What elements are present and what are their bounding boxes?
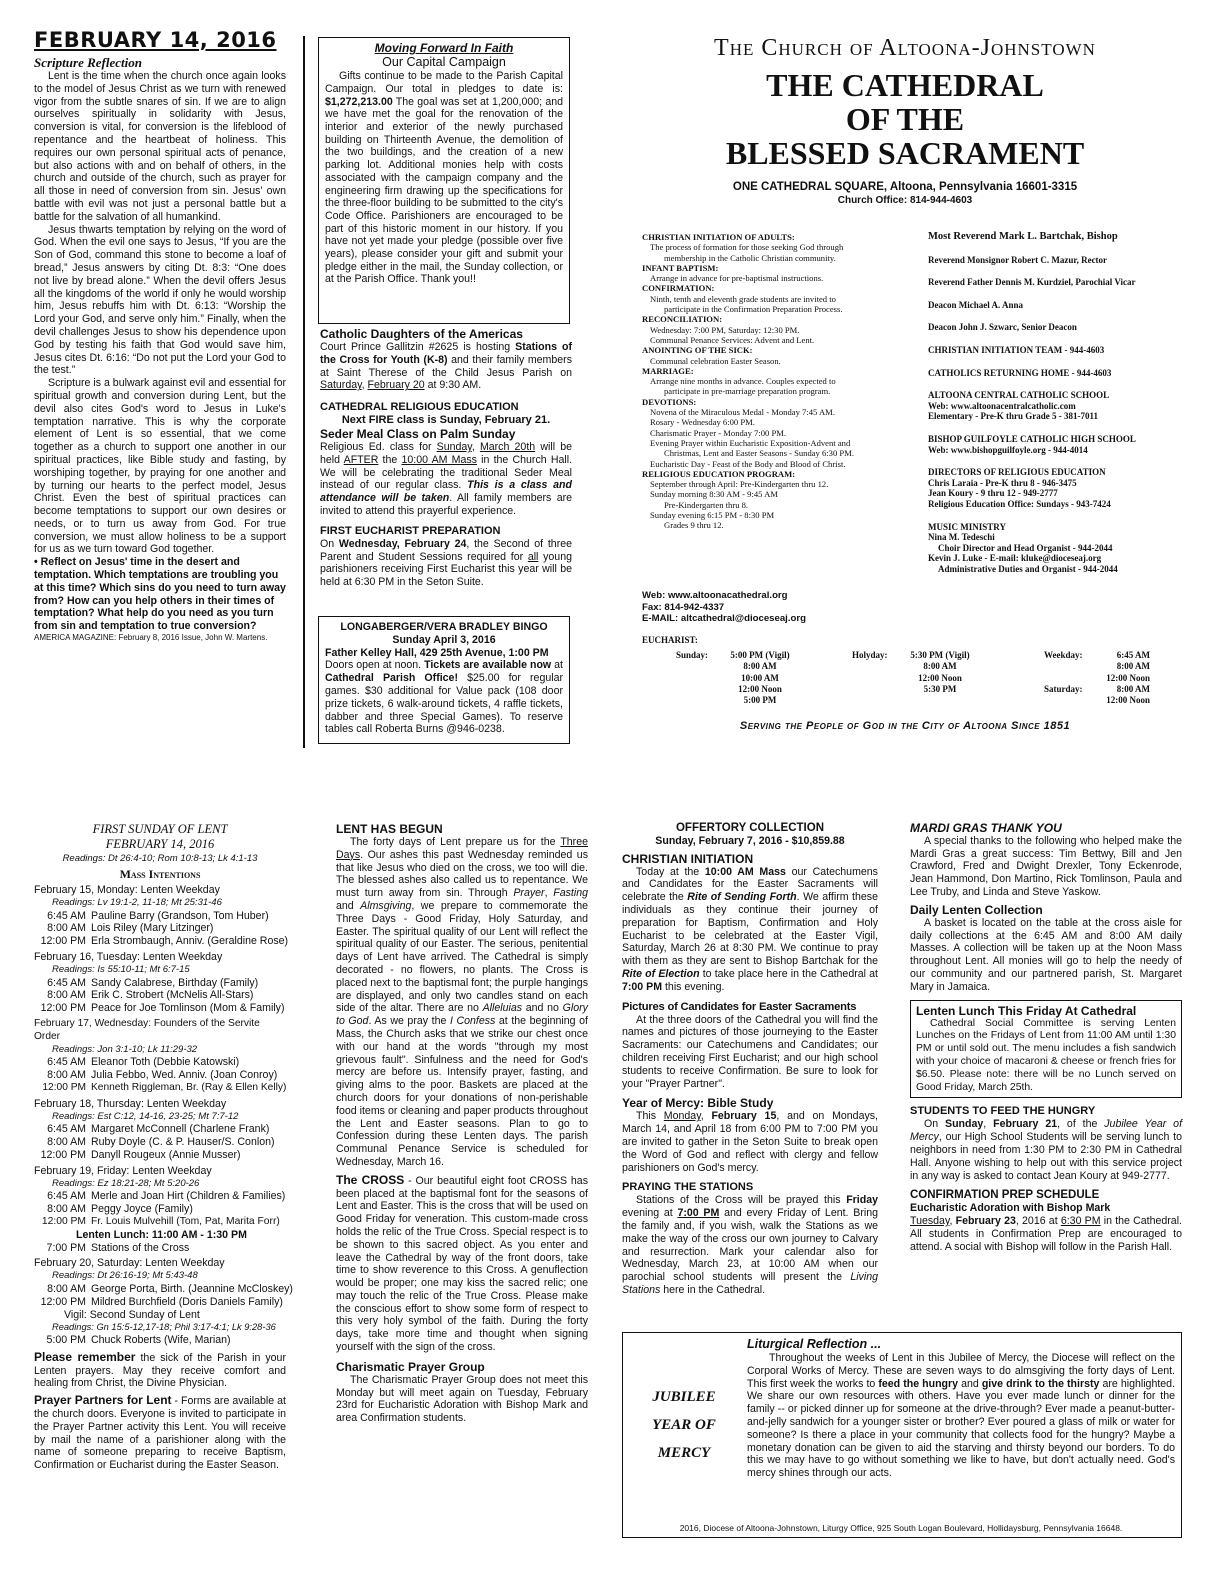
sunday-readings: Readings: Dt 26:4-10; Rom 10:8-13; Lk 4:1-13 xyxy=(62,853,258,864)
cda-text: Court Prince Gallitzin #2625 is hosting Stations of the Cross for Youth (K-8) and their family members at Saint Therese of the Child Jesus Parish on Saturday, February 20 at 9:30 AM. xyxy=(320,341,573,392)
religious-ed-title: CATHEDRAL RELIGIOUS EDUCATION xyxy=(320,401,519,414)
bg-school: BISHOP GUILFOYLE CATHOLIC HIGH SCHOOL Web: www.bishopguilfoyle.org - 944-4014 xyxy=(928,433,1136,455)
saturday-label: Saturday: xyxy=(1044,684,1083,694)
serving-tagline: Serving the People of God in the City of Altoona Since 1851 xyxy=(739,720,1071,732)
sunday-title: FIRST SUNDAY OF LENT xyxy=(92,822,228,836)
liturgical-reflection-box xyxy=(622,1332,1182,1538)
ci-title: CHRISTIAN INITIATION xyxy=(622,851,754,866)
lenten-lunch-title: Lenten Lunch This Friday At Cathedral xyxy=(916,1003,1137,1018)
scripture-p1: Lent is the time when the church once again looks to the model of Jesus Christ as we turn with renewed vigor from the subtle snares of sin. If we are to align ourselves spiritually in solidarity with Jesus, conversion is vital, for conversion is the lifeblood of repentance and the heartbeat of holiness. This requires our own personal spiritual acts of penance, but also actions with and on behalf of others, in the church and outside of the church, such as prayer for all those in need of conversion from sin. Jesus' own battle with evil was not just a personal battle but a battle for the salvation of all humankind. xyxy=(34,70,286,223)
day-block: February 19, Friday: Lenten Weekday Readings: Ez 18:21-28; Mt 5:20-26 6:45 AM Merle and Joan Hirt (Children & Families) 8:00 AM Peggy Joyce (Family) 12:00 PM Fr. Louis Mulvehill (Tom, Pat, Marita Forr) Lenten Lunch: 11:00 AM - 1:30 PM 7:00 PM Stations of the Cross xyxy=(34,1164,286,1254)
dre-list: DIRECTORS OF RELIGIOUS EDUCATION Chris Laraia - Pre-K thru 8 - 946-3475 Jean Koury - 9 thru 12 - 949-2777 Religious Education Office: Sundays - 943-7424 xyxy=(928,467,1111,509)
students-title: STUDENTS TO FEED THE HUNGRY xyxy=(910,1105,1096,1118)
bingo-box xyxy=(318,616,570,744)
sacrament-item: INFANT BAPTISM: Arrange in advance for pre-baptismal instructions. xyxy=(642,262,824,284)
weekday-times: 6:45 AM 8:00 AM 12:00 Noon xyxy=(1106,650,1150,683)
scripture-p3: Scripture is a bulwark against evil and essential for spiritual growth and conversion during Lent, but the devil also cites God's word to Jesus in Luke's temptation narrative. This is why the corporate element of Lent is so essential, that we come together as a church to support one another in our spiritual practices, like Bible study and fasting, by worshiping together, by praying for one another and by turning our hearts to the perfect model, Jesus Christ. Even the best of spiritual practices can become temptations to support our own desires or needs, or to turn us away from God. For true conversion, we must allow holiness to be a support for us as we turn toward God together. xyxy=(34,377,286,556)
bishop: Most Reverend Mark L. Bartchak, Bishop xyxy=(928,231,1118,242)
mass-intentions xyxy=(34,822,293,1472)
charismatic-title: Charismatic Prayer Group xyxy=(336,1359,485,1374)
address: ONE CATHEDRAL SQUARE, Altoona, Pennsylvania 16601-3315 xyxy=(732,181,1078,193)
mercy-study-text: This Monday, February 15, and on Mondays, March 14, and April 18 from 6:00 PM to 7:00 PM you are invited to gather in the Seton Suite to break open the Word of God and reflect with clergy and fellow parishioners on God's mercy. xyxy=(622,1110,879,1174)
bingo-date: Sunday April 3, 2016 xyxy=(392,633,496,646)
senior-deacon: Deacon John J. Szwarc, Senior Deacon xyxy=(928,322,1077,333)
sacrament-item: CHRISTIAN INITIATION OF ADULTS: The process of formation for those seeking God through membership in the Catholic Christian community. xyxy=(642,232,844,263)
liturgical-title: Liturgical Reflection ... xyxy=(747,1337,882,1351)
sacrament-item: ANOINTING OF THE SICK: Communal celebration Easter Season. xyxy=(642,345,781,366)
religious-ed-line1: Next FIRE class is Sunday, February 21. xyxy=(341,414,551,427)
sacrament-item: DEVOTIONS: Novena of the Miraculous Medal - Monday 7:45 AM. Rosary - Wednesday 6:00 PM. Charismatic Prayer - Monday 7:00 PM. Evening Prayer within Eucharistic Exposition-Advent and Christmas, Lent and Easter Seasons - Sunday 6:30 PM. Eucharistic Day - Feast of the Body and Blood of Christ. xyxy=(642,396,854,469)
saturday-times: 8:00 AM 12:00 Noon xyxy=(1106,684,1150,706)
mardi-gras-title: MARDI GRAS THANK YOU xyxy=(910,821,1062,835)
email-link[interactable]: E-MAIL: altcathedral@dioceseaj.org xyxy=(642,613,806,625)
intentions-heading: Mass Intentions xyxy=(119,867,201,881)
scripture-title: Scripture Reflection xyxy=(34,55,142,70)
campaign-title: Moving Forward In Faith xyxy=(374,41,514,55)
day-block: February 17, Wednesday: Founders of the Servite Order Readings: Jon 3:1-10; Lk 11:29-32 6:45 AM Eleanor Toth (Debbie Katowski) 8:00 AM Julia Febbo, Wed. Anniv. (Joan Conroy) 12:00 PM Kenneth Riggleman, Br. (Ray & Ellen Kelly) xyxy=(34,1017,287,1093)
mercy-study-title: Year of Mercy: Bible Study xyxy=(622,1096,774,1111)
middle-column xyxy=(320,327,572,589)
church-name: The Church of Altoona-Johnstown xyxy=(714,35,1096,61)
cross-text: The CROSS - Our beautiful eight foot CROSS has been placed at the baptismal font for the seasons of Lent and Easter. This is the cross that will be used on Good Friday for veneration. This custom-made cross holds the relic of the True Cross. Special respect is to be shown to this sacred object. As you enter and leave the Cathedral by way of the front doors, take time to show reverence to this Cross. A genuflection would be proper; one may kiss the sacred relic; one may touch the relic of the True Cross. Please make the conscious effort to show some form of respect to this very holy symbol of the faith. During the forty days, take more time and thought when signing yourself with the sign of the cross. xyxy=(336,1172,589,1354)
scripture-reflect: • Reflect on Jesus' time in the desert and temptation. Which temptations are troubling you at this time? Which sins do you need to turn away from? How can you help others in their times of temptation? What help do you need as you turn from sin and temptation to true conversion? xyxy=(34,556,286,633)
staff-list xyxy=(928,232,1193,574)
sacrament-item: CONFIRMATION: Ninth, tenth and eleventh grade students are invited to participate in the Confirmation Preparation Process. xyxy=(642,283,843,315)
religious-ed-text: Religious Ed. class for Sunday, March 20th will be held AFTER the 10:00 AM Mass in the Church Hall. We will be celebrating the traditional Seder Meal instead of our regular class. This is a class and attendance will be taken. All family members are invited to attend this prayerful experience. xyxy=(320,440,573,517)
offertory-title: OFFERTORY COLLECTION xyxy=(675,822,824,834)
campaign-text: Gifts continue to be made to the Parish Capital Campaign. Our total in pledges to date is: $1,272,213.00 The goal was set at 1,200,000; and we have met the goal for the renovation of the interior and exterior of the newly purchased building on Thirteenth Avenue, the demolition of the two buildings, and the creation of a new parking lot. Additional monies help with costs associated with the campaign company and the engineering firm drawing up the specifications for the three-floor building to be submitted to the city's Code Office. Parishioners are encouraged to be part of this historic moment in our history. If you have not yet made your pledge (possible over five years), please consider your gift and submit your pledge either in the mail, the Sunday collection, or at the Parish Office. Thank you!! xyxy=(325,70,563,286)
offertory-amount: Sunday, February 7, 2016 - $10,859.88 xyxy=(655,834,845,847)
lenten-lunch-text: Cathedral Social Committee is serving Lenten Lunches on the Fridays of Lent from 11:00 AM until 1:30 PM or until sold out. The menu includes a fish sandwich with your choice of macaroni & cheese or french fries for $6.50. Please note: there will be no Lunch served on Good Friday, March 25th. xyxy=(916,1017,1176,1093)
rector: Reverend Monsignor Robert C. Mazur, Rector xyxy=(928,254,1108,265)
day-block: February 20, Saturday: Lenten Weekday Readings: Dt 26:16-19; Mt 5:43-48 8:00 AM George Porta, Birth. (Jeannine McCloskey) 12:00 PM Mildred Burchfield (Doris Daniels Family) Vigil: Second Sunday of Lent Readings: Gn 15:5-12,17-18; Phil 3:17-4:1; Lk 9:28-36 5:00 PM Chuck Roberts (Wife, Marian) xyxy=(34,1257,293,1347)
bingo-place: Father Kelley Hall, 429 25th Avenue, 1:00 PM xyxy=(325,646,549,659)
daily-lenten-title: Daily Lenten Collection xyxy=(910,902,1043,917)
cda-title: Catholic Daughters of the Americas xyxy=(320,327,523,341)
bingo-text: Doors open at noon. Tickets are available now at Cathedral Parish Office! $25.00 for regular games. $30 additional for Value pack (108 door prize tickets, 6 walk-around tickets, 4 raffle tickets, dabber and three Special Games). To reserve tables call Roberta Burns @946-0238. xyxy=(325,659,563,736)
day-block: February 15, Monday: Lenten Weekday Readings: Lv 19:1-2, 11-18; Mt 25:31-46 6:45 AM Pauline Barry (Grandson, Tom Huber) 8:00 AM Lois Riley (Mary Litzinger) 12:00 PM Erla Strombaugh, Anniv. (Geraldine Rose) xyxy=(34,884,289,948)
mardi-gras-column xyxy=(910,822,1182,1254)
first-eucharist-text: On Wednesday, February 24, the Second of three Parent and Student Sessions required for all young parishioners receiving First Eucharist this year will be held at 6:30 PM in the Seton Suite. xyxy=(320,537,573,589)
remember-sick: Please remember the sick of the Parish in your Lenten prayers. May they receive comfort and healing from Christ, the Divine Physician. xyxy=(34,1349,286,1390)
day-block: February 16, Tuesday: Lenten Weekday Readings: Is 55:10-11; Mt 6:7-15 6:45 AM Sandy Calabrese, Birthday (Family) 8:00 AM Erik C. Strobert (McNelis All-Stars) 12:00 PM Peace for Joe Tomlinson (Mom & Family) xyxy=(34,950,285,1015)
website-link[interactable]: Web: www.altoonacathedral.org xyxy=(642,590,788,601)
bulletin-date: FEBRUARY 14, 2016 xyxy=(34,28,277,52)
prayer-partners: Prayer Partners for Lent - Forms are available at the church doors. Everyone is invited to participate in the Prayer Partner activity this Lent. You will receive by mail the name of a parishioner along with the name of someone preparing to receive Baptism, Confirmation or Eucharist during the Easter Season. xyxy=(34,1393,286,1472)
sacraments-list xyxy=(642,232,907,531)
lenten-lunch-box xyxy=(910,1000,1182,1099)
acc-school: ALTOONA CENTRAL CATHOLIC SCHOOL Web: www.altoonacentralcatholic.com Elementary - Pre-K thru Grade 5 - 381-7011 xyxy=(928,390,1110,422)
campaign-subtitle: Our Capital Campaign xyxy=(382,55,506,70)
contact-info xyxy=(642,590,907,625)
lent-title: LENT HAS BEGUN xyxy=(336,822,443,836)
bingo-title: LONGABERGER/VERA BRADLEY BINGO xyxy=(340,621,548,633)
holyday-times: 5:30 PM (Vigil) 8:00 AM 12:00 Noon 5:30 PM xyxy=(910,650,970,694)
liturgical-text: Throughout the weeks of Lent in this Jubilee of Mercy, the Diocese will reflect on the Corporal Works of Mercy. These are seven ways to do almsgiving the forty days of Lent. This first week the works to feed the hungry and give drink to the thirsty are highlighted. We share our own resources with others. Have you ever made lunch or dinner for the family -- or picked dinner up for someone at the drive-through? Ever made a peanut-butter-and-jelly sandwich for a younger sister or brother? Ever poured a glass of milk or water for someone? Is there a place in your community that collects food for the hungry? Maybe a monetary donation can be given to aid the starving and thirsty beyond our borders. To do this we may have to go without something we like to have, but don't actually need. God's mercy shines through our acts. xyxy=(747,1352,1176,1480)
sunday-date: FEBRUARY 14, 2016 xyxy=(105,837,215,851)
charismatic-text: The Charismatic Prayer Group does not meet this Monday but will meet again on Tuesday, February 23rd for Eucharistic Adoration with Bishop Mark and area Confirmation students. xyxy=(336,1373,588,1425)
scripture-source: AMERICA MAGAZINE: February 8, 2016 Issue, John W. Martens. xyxy=(34,633,268,643)
scripture-reflection xyxy=(34,55,286,643)
jubilee-graphic: JUBILEE YEAR OF MERCY xyxy=(652,1389,716,1461)
holyday-label: Holyday: xyxy=(852,650,888,660)
pictures-title: Pictures of Candidates for Easter Sacraments xyxy=(622,1000,857,1013)
lent-column xyxy=(336,822,588,1425)
stations-title: PRAYING THE STATIONS xyxy=(622,1181,754,1194)
music-ministry: MUSIC MINISTRY Nina M. Tedeschi Choir Director and Head Organist - 944-2044 Kevin J. Luke - E-mail: kluke@dioceseaj.org Administrative Duties and Organist - 944-2044 xyxy=(928,521,1118,574)
offertory-column xyxy=(622,822,878,1297)
capital-campaign-box xyxy=(318,37,570,324)
catholics-returning: CATHOLICS RETURNING HOME - 944-4603 xyxy=(928,367,1112,378)
day-block: February 18, Thursday: Lenten Weekday Readings: Est C:12, 14-16, 23-25; Mt 7:7-12 6:45 AM Margaret McConnell (Charlene Frank) 8:00 AM Ruby Doyle (C. & P. Hauser/S. Conlon) 12:00 PM Danyll Rougeux (Annie Musser) xyxy=(34,1097,275,1161)
weekday-label: Weekday: xyxy=(1044,650,1083,660)
cathedral-name: THE CATHEDRAL OF THE BLESSED SACRAMENT xyxy=(725,67,1085,171)
lent-text: The forty days of Lent prepare us for the Three Days. Our ashes this past Wednesday reminded us that like Jesus who died on the cross, we too will die. The blessed ashes also called us to repentance. We must turn away from sin. Through Prayer, Fasting and Almsgiving, we prepare to commemorate the Three Days - Good Friday, Holy Saturday, and Easter. The spiritual quality of our Lent will reflect the spiritual quality of our Easter. The serious, penitential days of Lent have arrived. The Cathedral is simply decorated - no flowers, no plants. The Cross is placed next to the baptismal font; the purple hangings are displayed, and only two candles stand on each side of the altar. There are no Alleluias and no Glory to God. As we pray the I Confess at the beginning of Mass, the Church asks that we strike our chest once with our hand at the words "through my most grievous fault". Sinfulness and the need for God's mercy are before us. Intensify prayer, fasting, and giving alms to the poor. Baskets are placed at the church doors for your donations of non-perishable food items or cleaning and paper products throughout the Lent and Easter seasons. Plan to go to Confession during these Lenten days. The parish Communal Penance Service is scheduled for Wednesday, March 16. xyxy=(336,836,589,1168)
initiation-team: CHRISTIAN INITIATION TEAM - 944-4603 xyxy=(928,344,1105,355)
stations-text: Stations of the Cross will be prayed this Friday evening at 7:00 PM and every Friday of Lent. Bring the family and, if you wish, walk the Stations as we make the way of the cross our own journey to Calvary and resurrection. Mark your calendar also for Wednesday, March 23, at 10:00 AM when our parochial school students will present the Living Stations here in the Cathedral. xyxy=(622,1194,878,1296)
liturgical-footer: 2016, Diocese of Altoona-Johnstown, Liturgy Office, 925 South Logan Boulevard, Hollidaysburg, Pennsylvania 16648. xyxy=(679,1523,1123,1533)
parochial-vicar: Reverend Father Dennis M. Kurdziel, Parochial Vicar xyxy=(928,277,1136,288)
religious-ed-line2: Seder Meal Class on Palm Sunday xyxy=(320,426,516,441)
sunday-label: Sunday: xyxy=(676,650,709,660)
sacrament-item: MARRIAGE: Arrange nine months in advance. Couples expected to participate in pre-marriage preparation program. xyxy=(642,365,836,397)
sunday-times: 5:00 PM (Vigil) 8:00 AM 10:00 AM 12:00 Noon 5:00 PM xyxy=(730,650,790,706)
daily-lenten-text: A basket is located on the table at the cross aisle for daily collections at the 6:45 AM and 8:00 AM daily Masses. A collection will be taken up at the Noon Mass throughout Lent. All monies will go to help the needy of our community and our partnered parish, St. Margaret Mary in Jamaica. xyxy=(910,916,1182,993)
sacrament-item: RELIGIOUS EDUCATION PROGRAM: September through April: Pre-Kindergarten thru 12. Sunday morning 8:30 AM - 9:45 AM Pre-Kindergarten thru 8. Sunday evening 6:15 PM - 8:30 PM Grades 9 thru 12. xyxy=(642,468,829,531)
mardi-gras-text: A special thanks to the following who helped make the Mardi Gras a great success: Tim Bettwy, Bill and Jen Crawford, Fred and Dwight Drexler, Tony Eckenrode, Jean Hammond, Don Martino, Rick Tomlinson, Paula and Lee Truby, and Linda and Steve Yaskow. xyxy=(910,834,1182,898)
confirmation-title: CONFIRMATION PREP SCHEDULE xyxy=(910,1189,1100,1202)
eucharist-label: EUCHARIST: xyxy=(642,635,698,645)
scripture-p2: Jesus thwarts temptation by relying on the word of God. When the evil one says to Jesus, “If you are the Son of God, command this stone to become a loaf of bread,” Jesus answers by citing Dt. 8:3: “One does not live by bread alone.” When the devil offers Jesus all the kingdoms of the world if only he would worship him, Jesus rebuffs him with Dt. 6:13: “Worship the Lord your God, and serve only him.” Finally, when the devil challenges Jesus to show his dependence upon God by testing his faith that God would save him, Jesus cites Dt. 6:16: “Do not put the Lord your God to the test.” xyxy=(34,223,286,377)
confirmation-subtitle: Eucharistic Adoration with Bishop Mark xyxy=(910,1202,1111,1215)
fax-number: Fax: 814-942-4337 xyxy=(642,601,725,613)
office-phone: Church Office: 814-944-4603 xyxy=(837,195,973,206)
column-divider xyxy=(303,36,305,748)
deacon: Deacon Michael A. Anna xyxy=(928,299,1024,310)
first-eucharist-title: FIRST EUCHARIST PREPARATION xyxy=(320,524,501,537)
pictures-text: At the three doors of the Cathedral you will find the names and pictures of those journeying to the Easter Sacraments: our Catechumens and Candidates; our children receiving First Eucharist; and our high school students to receive Confirmation. Be sure to look for your "Prayer Partner". xyxy=(622,1013,878,1090)
sacrament-item: RECONCILIATION: Wednesday: 7:00 PM, Saturday: 12:30 PM. Communal Penance Services: Advent and Lent. xyxy=(642,314,815,345)
ci-text: Today at the 10:00 AM Mass our Catechumens and Candidates for the Easter Sacraments will celebrate the Rite of Sending Forth. We affirm these individuals as they continue their journey of preparation for Baptism, Confirmation and Holy Eucharist to be celebrated at the Easter Vigil, Saturday, March 26 at 8:30 PM. We continue to pray with them as they are sent to Bishop Bartchak for the Rite of Election to take place here in the Cathedral at 7:00 PM this evening. xyxy=(622,865,878,993)
students-text: On Sunday, February 21, of the Jubilee Year of Mercy, our High School Students will be serving lunch to neighbors in need from 1:30 PM to 2:30 PM in Cathedral Hall. Anyone wishing to help out with this service project in any way is asked to contact Jean Koury at 949-2777. xyxy=(910,1118,1183,1182)
confirmation-text: Tuesday, February 23, 2016 at 6:30 PM in the Cathedral. All students in Confirmation Prep are encouraged to attend. A social with Bishop will follow in the Parish Hall. xyxy=(910,1215,1182,1253)
lenten-lunch-time: Lenten Lunch: 11:00 AM - 1:30 PM xyxy=(76,1228,247,1241)
